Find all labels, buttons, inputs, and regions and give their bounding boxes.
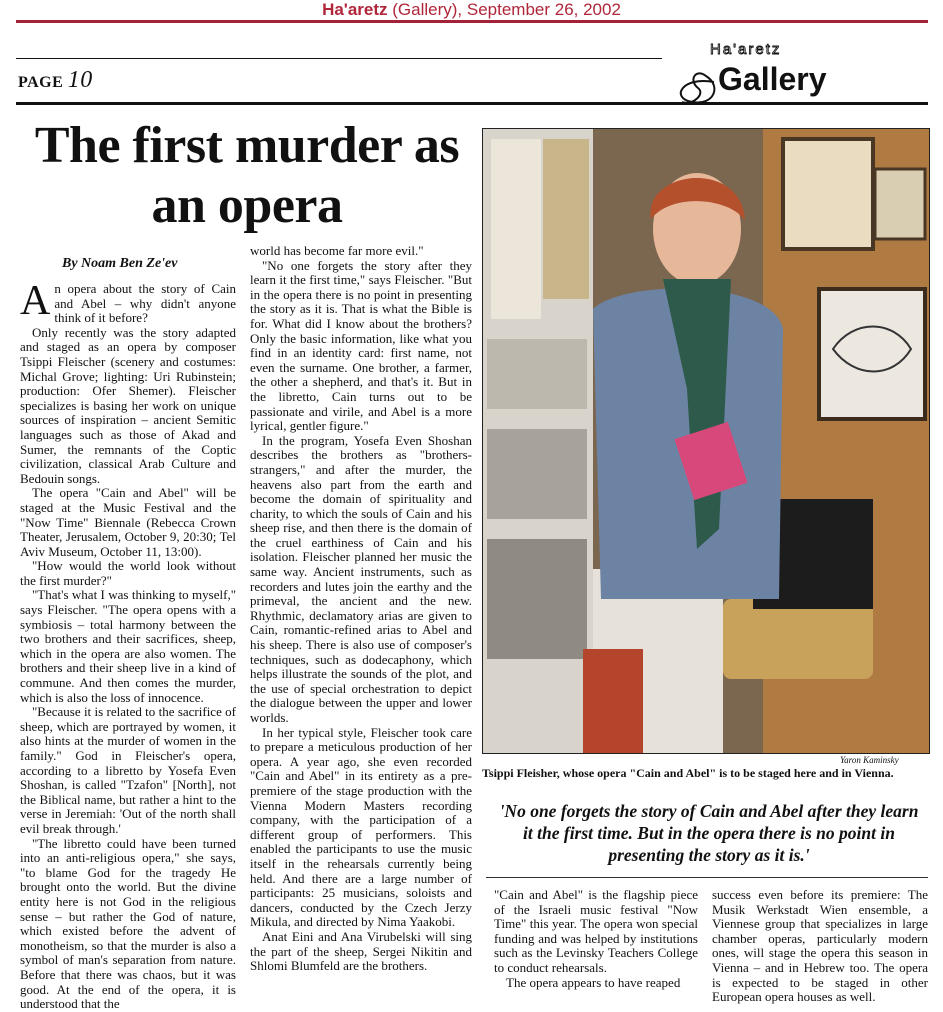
article-paragraph: Only recently was the story adapted and staged as an opera by composer Tsippi Fleischer (scenery and costumes: Michal Grove; lighting: Uri Rubinstein; production: Ofer Shemer). Fleischer specializes is basing her work on unique sources of inspiration – ancient Semitic languages such as those of Akad and Sumer, the remnants of the Coptic civilization, classical Arab Culture and Bedouin songs.: [20, 324, 236, 486]
article-paragraph: Anat Eini and Ana Virubelski will sing the part of the sheep, Sergei Nikitin and Shlomi Blumfeld are the brothers.: [250, 928, 472, 974]
article-paragraph: world has become far more evil.": [250, 243, 424, 258]
masthead-paper: Ha'aretz: [322, 0, 388, 19]
article-paragraph: "No one forgets the story after they learn it the first time," says Fleischer. "But in the opera there is no point in presenting the story as it is. That is what the Bible is for. What did I know about the brothers? Only the basic information, like what you find in an identity card: first name, not even the surname. One brother, a farmer, the other a shepherd, and that's it. But in the libretto, Cain turns out to be passionate and virile, and Abel is a more lyrical, gentler figure.": [250, 257, 472, 434]
photo-credit: Yaron Kaminsky: [840, 755, 899, 765]
article-column-3: [494, 888, 698, 990]
byline: By Noam Ben Ze'ev: [62, 256, 178, 271]
article-paragraph: The opera "Cain and Abel" will be staged at the Music Festival and the "Now Time" Biennale (Rebecca Crown Theater, Jerusalem, October 9, 20:30; Tel Aviv Museum, October 11, 13:00).: [20, 485, 236, 559]
article-paragraph: "Because it is related to the sacrifice of sheep, which are portrayed by women, it also hints at the murder of women in the family." God in Fleischer's opera, according to a libretto by Yosefa Even Shoshan, is called "Tzafon" [North], not the Biblical name, but rather a hint to the verse in Jeremiah: 'Out of the north shall evil break through.': [20, 704, 236, 836]
article-paragraph: "How would the world look without the first murder?": [20, 558, 236, 588]
article-paragraph: "The libretto could have been turned into an anti-religious opera," she says, "to blame God for the tragedy He brought onto the world. But the divine entity here is not God in the religious sense – but rather the God of nature, which existed before the advent of monotheism, so that the murder is also a symbol of man's separation from nature. Before that there was chaos, but it was good. At the end of the opera, it is understood that the: [20, 835, 236, 1012]
gallery-logo-g-flourish: [681, 73, 715, 102]
header-rule: [16, 102, 928, 105]
article-paragraph-text: n opera about the story of Cain and Abel – why didn't anyone think of it before?: [54, 281, 236, 326]
article-paragraph: [20, 278, 236, 326]
article-paragraph: "Cain and Abel" is the flagship piece of the Israeli music festival "Now Time" this year. The opera won special funding and was helped by institutions such as the Levinsky Teachers College to conduct rehearsals.: [494, 887, 698, 975]
article-paragraph: success even before its premiere: The Musik Werkstadt Wien ensemble, a Viennese group that specializes in large chamber operas, particularly modern ones, will stage the opera this season in Vienna – and in Hebrew too. The opera is expected to be staged in other European opera houses as well.: [712, 887, 928, 1005]
article-paragraph: In her typical style, Fleischer took care to prepare a meticulous production of her opera. A year ago, she even recorded "Cain and Abel" in its entirety as a pre-premiere of the stage production with the Vienna Modern Masters recording company, with the participation of a different group of performers. This enabled the participants to use the music itself in the rehearsals currently being held. And there are a large number of participants: 25 musicians, soloists and dancers, conducted by the Czech Jerzy Mikula, and directed by Nima Yaakobi.: [250, 724, 472, 930]
masthead-rule: [16, 20, 928, 23]
article-column-2: [250, 244, 472, 974]
pull-quote: 'No one forgets the story of Cain and Abel after they learn it the first time. But in the opera there is no point in presenting the story as it is.': [499, 801, 919, 865]
headline: The first murder as an opera: [34, 117, 460, 234]
article-column-1: [20, 278, 236, 1012]
page-number: 10: [67, 67, 93, 93]
article-photo: [482, 128, 930, 754]
gallery-logo: [662, 36, 932, 108]
page-label: [18, 67, 93, 94]
masthead-date: (Gallery), September 26, 2002: [387, 0, 621, 19]
article-paragraph: The opera appears to have reaped: [506, 974, 681, 990]
dropcap: A: [20, 278, 51, 324]
article-paragraph: "That's what I was thinking to myself," says Fleischer. "The opera opens with a symbiosis – total harmony between the two brothers and their sacrifices, sheep, which in the opera are also women. The brothers and their sheep live in a kind of commune. And then comes the murder, which is also the loss of innocence.: [20, 587, 236, 705]
photo-chair: [723, 599, 873, 679]
article-paragraph: In the program, Yosefa Even Shoshan describes the brothers as "brothers-strangers," and after the murder, the heavens also part from the earth and become the domain of spirituality and charity, to which the souls of Cain and his sheep rise, and then there is the domain of the cruel earthiness of Cain and his isolation. Fleischer planned her music the same way. Ancient instruments, such as recorders and lutes join the earthy and the primeval, the ancient and the new. Rhythmic, declamatory arias are given to Cain, romantic-refined arias to Abel and his sheep. There is also use of composer's techniques, such as dodecaphony, which helps illustrate the sounds of the plot, and the use of special orchestration to depict the dialogue between the upper and lower worlds.: [250, 432, 472, 725]
gallery-logo-top: Ha'aretz: [710, 41, 782, 58]
photo-caption: Tsippi Fleisher, whose opera "Cain and Abel" is to be staged here and in Vienna.: [482, 766, 894, 780]
gallery-logo-main: Gallery: [718, 61, 827, 97]
pull-quote-rule: [486, 877, 928, 878]
article-column-4: [712, 888, 928, 1005]
masthead: [0, 0, 943, 22]
page-label-text: PAGE: [18, 74, 64, 91]
